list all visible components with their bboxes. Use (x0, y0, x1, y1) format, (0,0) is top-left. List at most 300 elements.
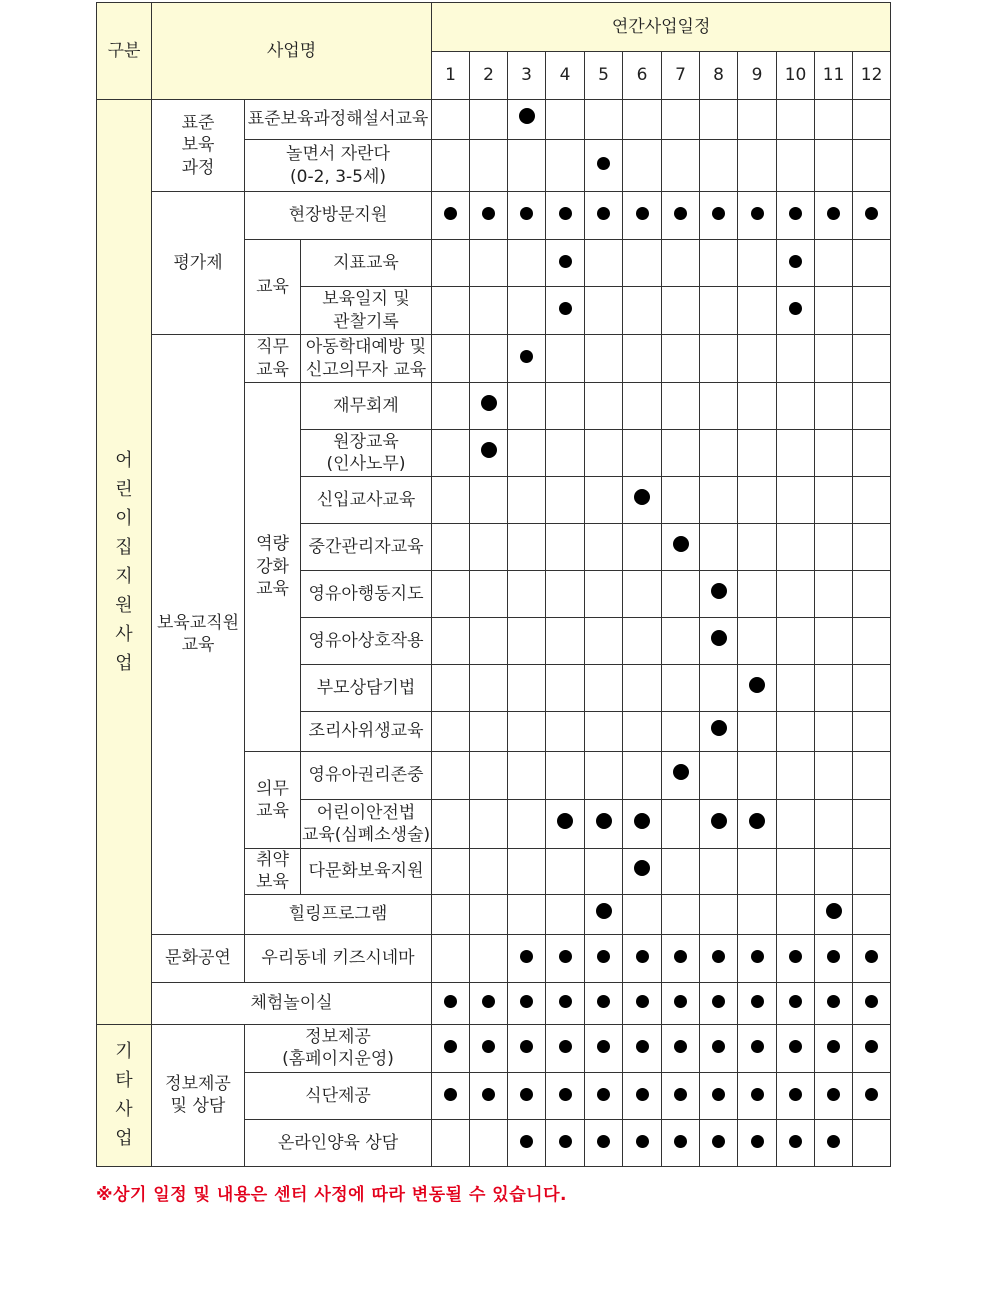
month-cell (546, 849, 585, 895)
month-cell (738, 712, 777, 752)
month-cell (815, 100, 853, 140)
month-cell (700, 752, 738, 800)
scheduled-dot (751, 207, 764, 220)
month-cell (700, 894, 738, 934)
month-cell (738, 335, 777, 383)
month-cell (623, 665, 662, 712)
month-cell (585, 430, 623, 477)
month-cell (508, 618, 546, 665)
month-cell (738, 571, 777, 618)
schedule-row (97, 982, 891, 1024)
month-cell (623, 894, 662, 934)
header-category: 구분 (97, 3, 152, 100)
month-cell (777, 192, 815, 240)
month-cell (662, 665, 700, 712)
month-cell (623, 140, 662, 192)
month-header: 4 (546, 52, 585, 100)
month-cell (623, 800, 662, 849)
scheduled-dot (712, 1088, 725, 1101)
month-cell (546, 1119, 585, 1166)
project-name: 지표교육 (301, 240, 432, 287)
month-cell (777, 618, 815, 665)
scheduled-dot (559, 207, 572, 220)
month-cell (815, 430, 853, 477)
month-cell (777, 665, 815, 712)
month-cell (738, 524, 777, 571)
project-name: 현장방문지원 (245, 192, 432, 240)
scheduled-dot (751, 950, 764, 963)
month-header: 10 (777, 52, 815, 100)
month-cell (432, 934, 470, 982)
group-label: 교육 (245, 240, 301, 335)
scheduled-dot (597, 1135, 610, 1148)
month-cell (662, 571, 700, 618)
scheduled-dot (674, 207, 687, 220)
scheduled-dot (751, 1088, 764, 1101)
section-label: 기 타 사 업 (97, 1024, 152, 1166)
scheduled-dot (789, 950, 802, 963)
scheduled-dot (444, 1088, 457, 1101)
month-cell (432, 383, 470, 430)
scheduled-dot (789, 255, 802, 268)
scheduled-dot (557, 813, 573, 829)
scheduled-dot (444, 1040, 457, 1053)
month-cell (508, 140, 546, 192)
month-cell (623, 982, 662, 1024)
scheduled-dot (634, 860, 650, 876)
month-cell (508, 665, 546, 712)
month-cell (508, 894, 546, 934)
month-cell (470, 477, 508, 524)
month-cell (470, 524, 508, 571)
header-schedule-title: 연간사업일정 (432, 3, 891, 52)
month-cell (585, 192, 623, 240)
month-cell (853, 524, 891, 571)
month-cell (700, 140, 738, 192)
month-cell (815, 287, 853, 335)
month-cell (777, 894, 815, 934)
month-cell (546, 752, 585, 800)
scheduled-dot (789, 207, 802, 220)
month-cell (470, 335, 508, 383)
month-cell (853, 383, 891, 430)
scheduled-dot (482, 1040, 495, 1053)
scheduled-dot (520, 1040, 533, 1053)
scheduled-dot (636, 1088, 649, 1101)
scheduled-dot (597, 1040, 610, 1053)
scheduled-dot (559, 950, 572, 963)
month-cell (777, 100, 815, 140)
month-cell (700, 982, 738, 1024)
month-cell (623, 383, 662, 430)
month-cell (738, 430, 777, 477)
month-cell (700, 712, 738, 752)
month-cell (662, 800, 700, 849)
month-cell (546, 618, 585, 665)
month-cell (662, 240, 700, 287)
month-cell (662, 477, 700, 524)
month-cell (546, 665, 585, 712)
project-name: 다문화보육지원 (301, 849, 432, 895)
month-header: 12 (853, 52, 891, 100)
scheduled-dot (597, 157, 610, 170)
month-cell (546, 192, 585, 240)
month-header: 8 (700, 52, 738, 100)
project-name: 영유아상호작용 (301, 618, 432, 665)
month-cell (700, 240, 738, 287)
month-cell (738, 982, 777, 1024)
scheduled-dot (827, 1040, 840, 1053)
month-cell (546, 1072, 585, 1119)
scheduled-dot (597, 1088, 610, 1101)
month-cell (432, 849, 470, 895)
month-cell (853, 934, 891, 982)
project-name: 신입교사교육 (301, 477, 432, 524)
month-cell (853, 1024, 891, 1072)
month-cell (432, 430, 470, 477)
scheduled-dot (865, 207, 878, 220)
month-cell (508, 752, 546, 800)
month-cell (585, 894, 623, 934)
month-cell (585, 618, 623, 665)
scheduled-dot (711, 583, 727, 599)
month-cell (662, 192, 700, 240)
month-cell (546, 430, 585, 477)
month-cell (700, 100, 738, 140)
scheduled-dot (559, 1135, 572, 1148)
month-cell (623, 100, 662, 140)
schedule-row (97, 934, 891, 982)
month-cell (585, 140, 623, 192)
month-cell (777, 1119, 815, 1166)
scheduled-dot (520, 995, 533, 1008)
project-name: 영유아행동지도 (301, 571, 432, 618)
month-cell (815, 665, 853, 712)
month-cell (700, 287, 738, 335)
month-cell (853, 849, 891, 895)
month-cell (853, 752, 891, 800)
month-cell (546, 140, 585, 192)
scheduled-dot (444, 207, 457, 220)
month-cell (470, 934, 508, 982)
scheduled-dot (826, 903, 842, 919)
month-cell (815, 894, 853, 934)
scheduled-dot (827, 995, 840, 1008)
month-header: 5 (585, 52, 623, 100)
month-cell (508, 571, 546, 618)
month-cell (700, 524, 738, 571)
month-cell (585, 800, 623, 849)
month-cell (623, 1024, 662, 1072)
month-cell (662, 335, 700, 383)
month-cell (623, 571, 662, 618)
month-cell (470, 383, 508, 430)
month-cell (546, 1024, 585, 1072)
scheduled-dot (789, 995, 802, 1008)
scheduled-dot (865, 995, 878, 1008)
month-cell (853, 894, 891, 934)
month-cell (470, 800, 508, 849)
group-label: 보육교직원 교육 (152, 335, 245, 935)
scheduled-dot (559, 1088, 572, 1101)
month-cell (738, 618, 777, 665)
month-cell (432, 524, 470, 571)
scheduled-dot (711, 813, 727, 829)
month-cell (585, 849, 623, 895)
month-cell (815, 140, 853, 192)
month-cell (700, 800, 738, 849)
month-cell (700, 192, 738, 240)
scheduled-dot (634, 489, 650, 505)
month-cell (623, 477, 662, 524)
month-cell (623, 524, 662, 571)
month-cell (853, 618, 891, 665)
month-cell (623, 712, 662, 752)
month-cell (508, 383, 546, 430)
project-name: 우리동네 키즈시네마 (245, 934, 432, 982)
month-cell (432, 335, 470, 383)
month-cell (815, 571, 853, 618)
scheduled-dot (520, 1135, 533, 1148)
project-name: 놀면서 자란다 (0-2, 3-5세) (245, 140, 432, 192)
scheduled-dot (481, 395, 497, 411)
project-name: 힐링프로그램 (245, 894, 432, 934)
month-cell (585, 240, 623, 287)
scheduled-dot (749, 813, 765, 829)
schedule-row (97, 100, 891, 140)
month-cell (777, 477, 815, 524)
month-cell (777, 140, 815, 192)
month-cell (623, 430, 662, 477)
month-cell (432, 571, 470, 618)
project-name: 어린이안전법 교육(심폐소생술) (301, 800, 432, 849)
month-cell (815, 383, 853, 430)
month-cell (546, 287, 585, 335)
project-name: 영유아권리존중 (301, 752, 432, 800)
month-cell (853, 665, 891, 712)
month-cell (470, 192, 508, 240)
month-cell (470, 430, 508, 477)
project-name: 원장교육 (인사노무) (301, 430, 432, 477)
month-cell (700, 934, 738, 982)
month-cell (508, 524, 546, 571)
month-cell (432, 100, 470, 140)
month-cell (700, 335, 738, 383)
month-cell (777, 240, 815, 287)
scheduled-dot (827, 207, 840, 220)
scheduled-dot (789, 1088, 802, 1101)
scheduled-dot (636, 1040, 649, 1053)
section-label: 어 린 이 집 지 원 사 업 (97, 100, 152, 1025)
scheduled-dot (827, 1135, 840, 1148)
month-cell (738, 752, 777, 800)
month-cell (470, 100, 508, 140)
month-cell (738, 287, 777, 335)
scheduled-dot (789, 1135, 802, 1148)
month-cell (853, 430, 891, 477)
project-name: 부모상담기법 (301, 665, 432, 712)
scheduled-dot (674, 1088, 687, 1101)
month-cell (546, 894, 585, 934)
month-cell (662, 982, 700, 1024)
month-cell (470, 1119, 508, 1166)
group-label: 평가제 (152, 192, 245, 335)
month-cell (508, 477, 546, 524)
month-cell (700, 849, 738, 895)
month-header: 7 (662, 52, 700, 100)
month-cell (853, 287, 891, 335)
month-cell (546, 335, 585, 383)
month-cell (432, 618, 470, 665)
schedule-row (97, 335, 891, 383)
scheduled-dot (789, 302, 802, 315)
month-cell (432, 712, 470, 752)
month-cell (815, 934, 853, 982)
month-cell (623, 335, 662, 383)
month-cell (777, 934, 815, 982)
month-cell (585, 712, 623, 752)
project-name: 온라인양육 상담 (245, 1119, 432, 1166)
month-cell (738, 192, 777, 240)
month-cell (662, 100, 700, 140)
month-cell (815, 982, 853, 1024)
project-name: 조리사위생교육 (301, 712, 432, 752)
scheduled-dot (674, 1135, 687, 1148)
month-header: 2 (470, 52, 508, 100)
scheduled-dot (789, 1040, 802, 1053)
group-label: 취약 보육 (245, 849, 301, 895)
project-name: 정보제공 (홈페이지운영) (245, 1024, 432, 1072)
project-name: 재무회계 (301, 383, 432, 430)
month-cell (700, 571, 738, 618)
month-cell (738, 1072, 777, 1119)
scheduled-dot (636, 995, 649, 1008)
month-cell (777, 430, 815, 477)
month-cell (432, 1024, 470, 1072)
month-cell (585, 335, 623, 383)
month-cell (853, 477, 891, 524)
month-cell (623, 752, 662, 800)
month-cell (432, 192, 470, 240)
scheduled-dot (711, 720, 727, 736)
month-cell (738, 477, 777, 524)
group-label: 역량 강화 교육 (245, 383, 301, 752)
scheduled-dot (482, 995, 495, 1008)
scheduled-dot (674, 995, 687, 1008)
month-cell (662, 1119, 700, 1166)
month-cell (738, 140, 777, 192)
month-cell (585, 665, 623, 712)
month-cell (432, 477, 470, 524)
month-cell (508, 982, 546, 1024)
scheduled-dot (827, 950, 840, 963)
month-cell (815, 524, 853, 571)
month-cell (777, 383, 815, 430)
month-cell (470, 1024, 508, 1072)
scheduled-dot (712, 995, 725, 1008)
scheduled-dot (559, 255, 572, 268)
project-name: 보육일지 및 관찰기록 (301, 287, 432, 335)
month-cell (585, 982, 623, 1024)
month-cell (585, 477, 623, 524)
month-cell (738, 1024, 777, 1072)
month-cell (546, 383, 585, 430)
group-label: 의무 교육 (245, 752, 301, 849)
month-cell (815, 192, 853, 240)
month-cell (470, 849, 508, 895)
header-project-name: 사업명 (152, 3, 432, 100)
month-cell (853, 982, 891, 1024)
scheduled-dot (519, 108, 535, 124)
month-header: 6 (623, 52, 662, 100)
project-name: 아동학대예방 및 신고의무자 교육 (301, 335, 432, 383)
scheduled-dot (559, 995, 572, 1008)
month-cell (777, 287, 815, 335)
month-cell (662, 287, 700, 335)
scheduled-dot (865, 1040, 878, 1053)
month-cell (432, 982, 470, 1024)
group-label: 문화공연 (152, 934, 245, 982)
scheduled-dot (597, 207, 610, 220)
scheduled-dot (751, 995, 764, 1008)
scheduled-dot (673, 536, 689, 552)
month-cell (432, 752, 470, 800)
month-cell (585, 1119, 623, 1166)
month-cell (777, 1072, 815, 1119)
annual-schedule-table (96, 2, 891, 1167)
month-cell (623, 1072, 662, 1119)
month-cell (777, 982, 815, 1024)
month-header: 11 (815, 52, 853, 100)
month-cell (546, 800, 585, 849)
month-cell (815, 240, 853, 287)
month-cell (853, 240, 891, 287)
month-cell (585, 571, 623, 618)
month-cell (662, 524, 700, 571)
month-cell (777, 524, 815, 571)
month-cell (470, 752, 508, 800)
month-cell (700, 665, 738, 712)
month-cell (662, 430, 700, 477)
scheduled-dot (482, 207, 495, 220)
month-cell (853, 335, 891, 383)
month-cell (662, 934, 700, 982)
month-cell (815, 752, 853, 800)
scheduled-dot (751, 1135, 764, 1148)
scheduled-dot (749, 677, 765, 693)
month-cell (508, 100, 546, 140)
project-name: 체험놀이실 (152, 982, 432, 1024)
month-cell (777, 752, 815, 800)
scheduled-dot (481, 442, 497, 458)
month-cell (853, 800, 891, 849)
month-cell (738, 665, 777, 712)
month-cell (700, 430, 738, 477)
month-cell (546, 524, 585, 571)
month-cell (777, 800, 815, 849)
month-cell (470, 618, 508, 665)
month-cell (432, 287, 470, 335)
month-cell (853, 192, 891, 240)
month-cell (815, 618, 853, 665)
month-cell (546, 934, 585, 982)
scheduled-dot (636, 1135, 649, 1148)
month-cell (508, 1024, 546, 1072)
month-cell (700, 477, 738, 524)
month-cell (508, 240, 546, 287)
month-cell (546, 982, 585, 1024)
schedule-row (97, 192, 891, 240)
